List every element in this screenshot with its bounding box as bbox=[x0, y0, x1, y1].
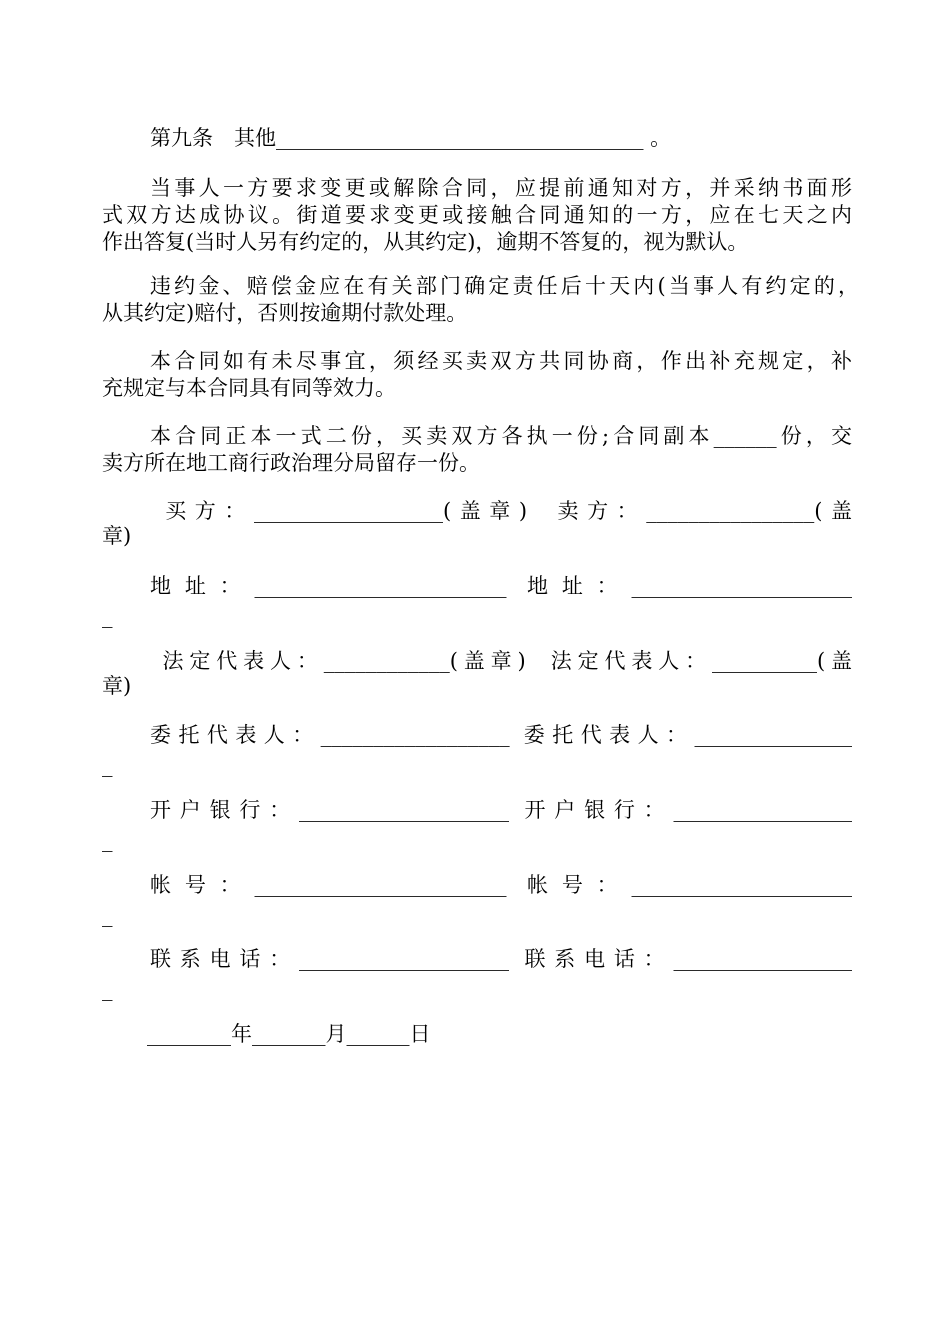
paragraph-penalty-line-1: 违约金、赔偿金应在有关部门确定责任后十天内(当事人有约定的， bbox=[150, 274, 859, 298]
paragraph-supplement-line-1: 本合同如有未尽事宜，须经买卖双方共同协商，作出补充规定，补 bbox=[150, 349, 852, 373]
paragraph-supplement-line-2: 充规定与本合同具有同等效力。 bbox=[102, 376, 396, 400]
buyer-seller-line-cont: 章) bbox=[102, 524, 132, 548]
paragraph-change-line-2: 式双方达成协议。街道要求变更或接触合同通知的一方，应在七天之内 bbox=[102, 203, 852, 227]
paragraph-penalty-line-2: 从其约定)赔付，否则按逾期付款处理。 bbox=[102, 301, 468, 325]
phone-line-cont: _ bbox=[102, 977, 113, 1001]
bank-line: 开户银行：____________________ 开户银行：_________________ bbox=[150, 798, 852, 822]
bank-line-cont: _ bbox=[102, 828, 113, 852]
paragraph-copies-line-1: 本合同正本一式二份，买卖双方各执一份;合同副本______份，交 bbox=[150, 424, 852, 448]
account-line: 帐号：________________________ 帐号：_____________________ bbox=[150, 873, 852, 897]
address-line: 地址：________________________ 地址：_____________________ bbox=[150, 574, 852, 598]
address-line-cont: _ bbox=[102, 604, 113, 628]
phone-line: 联系电话：____________________ 联系电话：_________________ bbox=[150, 947, 852, 971]
agent-line: 委托代表人：__________________ 委托代表人：_______________ bbox=[150, 723, 852, 747]
legal-rep-line: 法定代表人：____________(盖章) 法定代表人：__________(盖 bbox=[150, 649, 852, 673]
account-line-cont: _ bbox=[102, 903, 113, 927]
paragraph-change-line-3: 作出答复(当时人另有约定的，从其约定)，逾期不答复的，视为默认。 bbox=[102, 230, 749, 254]
paragraph-change-line-1: 当事人一方要求变更或解除合同，应提前通知对方，并采纳书面形 bbox=[150, 176, 852, 200]
agent-line-cont: _ bbox=[102, 753, 113, 777]
buyer-seller-line: 买方：__________________(盖章) 卖方：________________(盖 bbox=[150, 499, 852, 523]
article-9-line: 第九条 其他___________________________________ 。 bbox=[150, 126, 672, 150]
date-line: ________年_______月______日 bbox=[147, 1022, 431, 1046]
legal-rep-line-cont: 章) bbox=[102, 674, 132, 698]
paragraph-copies-line-2: 卖方所在地工商行政治理分局留存一份。 bbox=[102, 451, 480, 475]
